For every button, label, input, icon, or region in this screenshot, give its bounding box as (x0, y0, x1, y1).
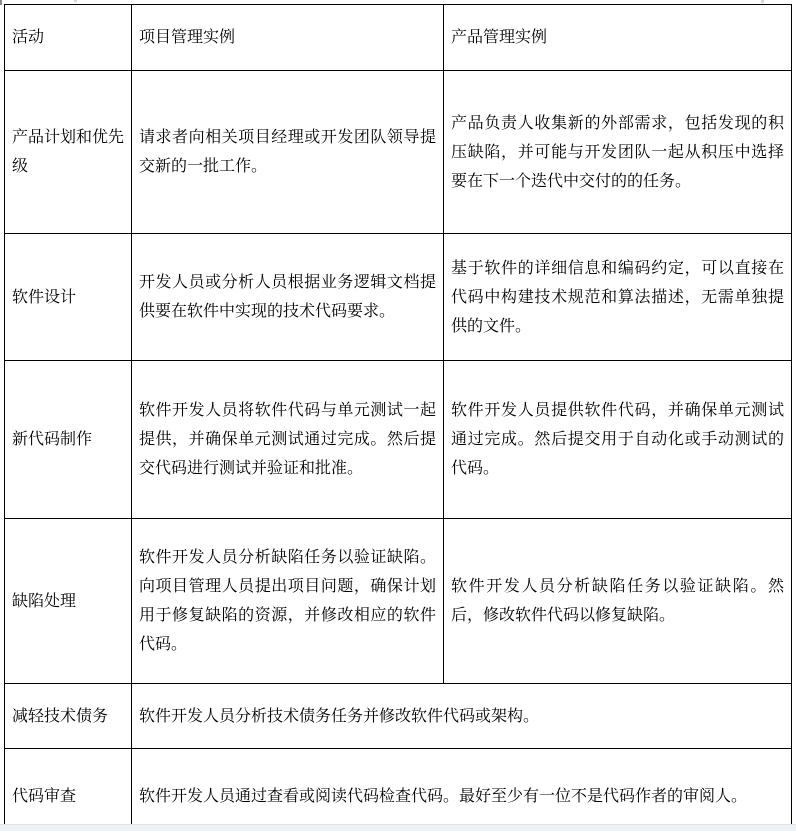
row-code-review (5, 749, 792, 825)
cell-software-design-product: 基于软件的详细信息和编码约定，可以直接在代码中构建技术规范和算法描述，无需单独提供的文件。 (444, 234, 792, 361)
row-product-planning (5, 71, 792, 234)
row-software-design (5, 234, 792, 361)
cell-product-planning-product: 产品负责人收集新的外部需求，包括发现的积压缺陷，并可能与开发团队一起从积压中选择要在下一个迭代中交付的的任务。 (444, 71, 792, 234)
activity-comparison-table (4, 4, 792, 824)
header-activity: 活动 (5, 5, 132, 71)
cell-new-code-project: 软件开发人员将软件代码与单元测试一起提供，并确保单元测试通过完成。然后提交代码进行测试并验证和批准。 (132, 361, 444, 519)
table-container (4, 4, 792, 824)
cell-product-planning-project: 请求者向相关项目经理或开发团队领导提交新的一批工作。 (132, 71, 444, 234)
cell-code-review-activity: 代码审查 (5, 749, 132, 825)
crop-artifact (761, 0, 764, 3)
cell-tech-debt-description: 软件开发人员分析技术债务任务并修改软件代码或架构。 (132, 684, 792, 749)
row-new-code (5, 361, 792, 519)
header-project-management: 项目管理实例 (132, 5, 444, 71)
header-row (5, 5, 792, 71)
cell-software-design-project: 开发人员或分析人员根据业务逻辑文档提供要在软件中实现的技术代码要求。 (132, 234, 444, 361)
cell-new-code-activity: 新代码制作 (5, 361, 132, 519)
row-defect-handling (5, 519, 792, 684)
cell-new-code-product: 软件开发人员提供软件代码，并确保单元测试通过完成。然后提交用于自动化或手动测试的代码。 (444, 361, 792, 519)
cell-software-design-activity: 软件设计 (5, 234, 132, 361)
cell-defect-handling-product: 软件开发人员分析缺陷任务以验证缺陷。然后，修改软件代码以修复缺陷。 (444, 519, 792, 684)
crop-artifact (74, 0, 77, 2)
cell-tech-debt-activity: 减轻技术债务 (5, 684, 132, 749)
bottom-strip (0, 824, 796, 831)
crop-artifact (0, 0, 2, 5)
header-product-management: 产品管理实例 (444, 5, 792, 71)
cell-defect-handling-project: 软件开发人员分析缺陷任务以验证缺陷。向项目管理人员提出项目问题，确保计划用于修复缺陷的资源，并修改相应的软件代码。 (132, 519, 444, 684)
cell-defect-handling-activity: 缺陷处理 (5, 519, 132, 684)
cell-code-review-description: 软件开发人员通过查看或阅读代码检查代码。最好至少有一位不是代码作者的审阅人。 (132, 749, 792, 825)
cell-product-planning-activity: 产品计划和优先级 (5, 71, 132, 234)
row-tech-debt (5, 684, 792, 749)
